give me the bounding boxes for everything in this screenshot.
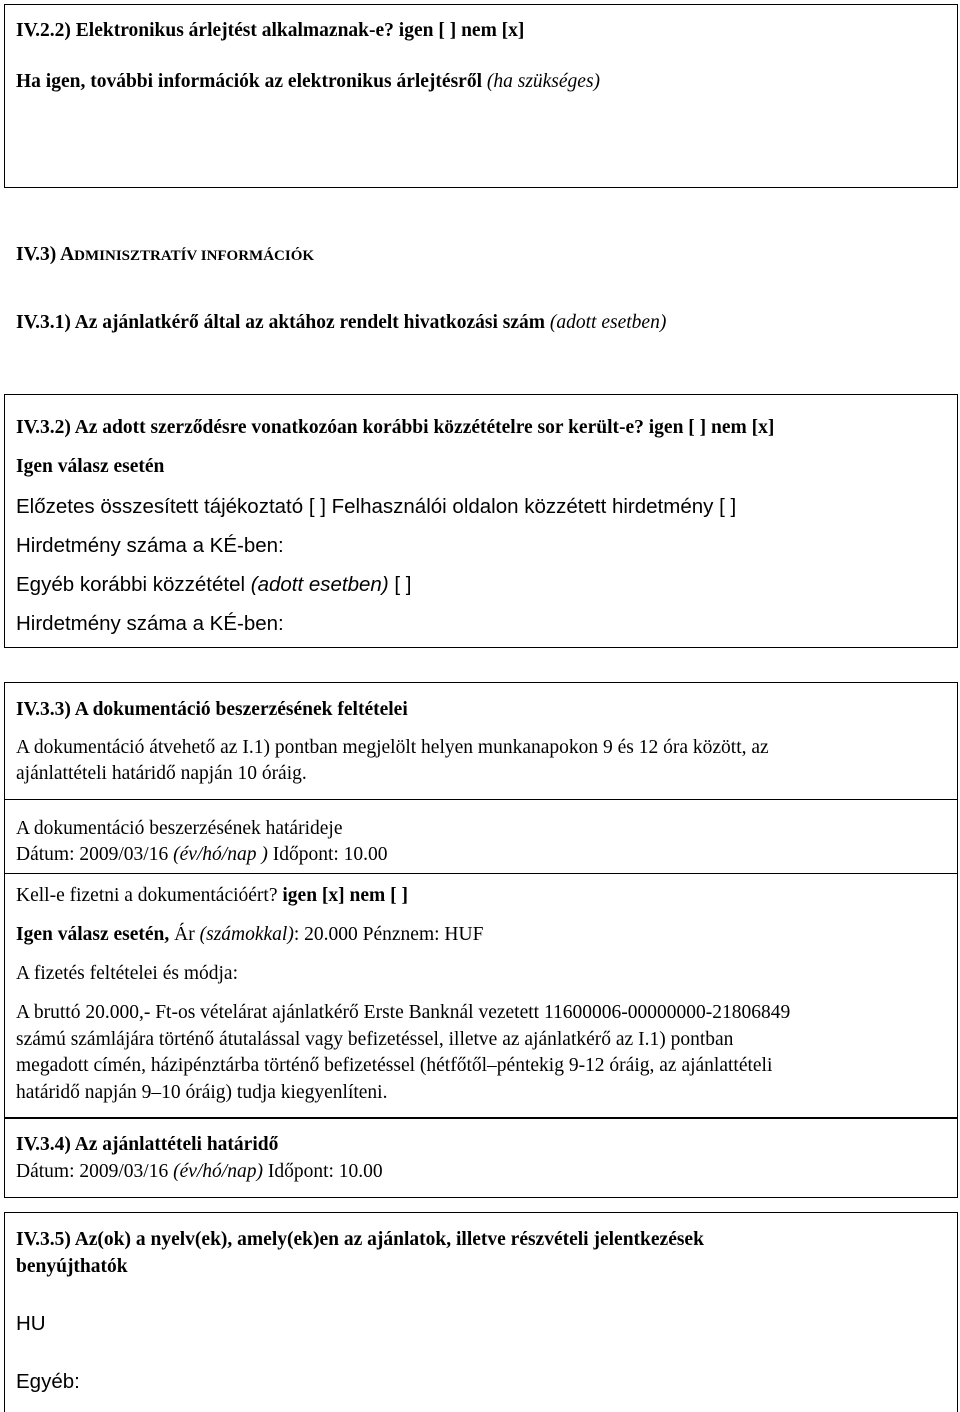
auction-info-bold: Ha igen, további információk az elektronikus árlejtésről	[16, 71, 482, 92]
other-publication-checkbox: [ ]	[388, 573, 412, 596]
tender-deadline-date	[16, 1161, 383, 1183]
documentation-deadline-label: A dokumentáció beszerzésének határideje	[16, 818, 343, 839]
tender-date-italic: (év/hó/nap)	[173, 1161, 263, 1182]
previous-publication-q-bold: IV.3.2) Az adott szerződésre vonatkozóan korábbi közzétételre sor került-e?	[16, 417, 644, 438]
language-value: HU	[16, 1312, 46, 1335]
payment-question	[16, 885, 408, 907]
price-bold: Igen válasz esetén,	[16, 924, 170, 945]
documentation-heading: IV.3.3) A dokumentáció beszerzésének feltételei	[16, 699, 408, 720]
documentation-text-2: ajánlattételi határidő napján 10 óráig.	[16, 763, 307, 784]
payment-terms-3: megadott címén, házipénztárba történő befizetéssel (hétfőtől–péntekig 9-12 óráig, az ajánlattételi	[16, 1055, 773, 1076]
reference-number-italic: (adott esetben)	[545, 312, 667, 333]
section-admin-heading	[16, 244, 314, 267]
previous-publication-question	[16, 417, 774, 439]
yes-answer-label: Igen válasz esetén	[16, 456, 165, 477]
previous-publication-answer: igen [ ] nem [x]	[643, 417, 775, 438]
other-publication-italic: (adott esetben)	[250, 573, 389, 596]
payment-answer: igen [x] nem [ ]	[277, 885, 409, 906]
payment-question-text: Kell-e fizetni a dokumentációért?	[16, 885, 278, 906]
languages-heading-1: IV.3.5) Az(ok) a nyelv(ek), amely(ek)en az ajánlatok, illetve részvételi jelentkezések	[16, 1229, 704, 1250]
payment-terms-1: A bruttó 20.000,- Ft-os vételárat ajánlatkérő Erste Banknál vezetett 11600006-00000000-21806849	[16, 1002, 791, 1023]
question-electronic-auction: IV.2.2) Elektronikus árlejtést alkalmaznak-e? igen [ ] nem [x]	[16, 20, 525, 41]
doc-time: Időpont: 10.00	[267, 844, 388, 865]
auction-info-italic: (ha szükséges)	[481, 71, 601, 92]
price-line	[16, 924, 483, 946]
admin-heading-rest: DMINISZTRATÍV INFORMÁCIÓK	[74, 248, 315, 264]
tender-deadline-heading: IV.3.4) Az ajánlattételi határidő	[16, 1134, 279, 1155]
doc-date-italic: (év/hó/nap )	[173, 844, 268, 865]
price-rest: : 20.000 Pénznem: HUF	[293, 924, 484, 945]
payment-terms-4: határidő napján 9–10 óráig) tudja kiegyenlíteni.	[16, 1082, 388, 1103]
languages-heading-2: benyújthatók	[16, 1256, 128, 1277]
payment-terms-label: A fizetés feltételei és módja:	[16, 963, 238, 984]
tender-time: Időpont: 10.00	[262, 1161, 383, 1182]
notice-number-label-2: Hirdetmény száma a KÉ-ben:	[16, 612, 284, 635]
divider-documentation	[4, 799, 958, 800]
auction-info-label	[16, 71, 600, 93]
tender-date-prefix: Dátum: 2009/03/16	[16, 1161, 174, 1182]
admin-heading-prefix: IV.3) A	[16, 244, 75, 265]
publication-options: Előzetes összesített tájékoztató [ ] Felhasználói oldalon közzétett hirdetmény [ ]	[16, 495, 737, 518]
notice-number-label-1: Hirdetmény száma a KÉ-ben:	[16, 534, 284, 557]
language-other-label: Egyéb:	[16, 1370, 80, 1393]
price-italic: (számokkal)	[199, 924, 294, 945]
reference-number-bold: IV.3.1) Az ajánlatkérő által az aktához rendelt hivatkozási szám	[16, 312, 546, 333]
payment-terms-2: számú számlájára történő átutalással vagy befizetéssel, illetve az ajánlatkérő az I.1) pontban	[16, 1029, 734, 1050]
documentation-deadline-date	[16, 844, 388, 866]
other-publication-prefix: Egyéb korábbi közzététel	[16, 573, 251, 596]
section-tender-deadline	[4, 1118, 958, 1198]
reference-number-label	[16, 312, 666, 334]
doc-date-prefix: Dátum: 2009/03/16	[16, 844, 174, 865]
documentation-text-1: A dokumentáció átvehető az I.1) pontban megjelölt helyen munkanapokon 9 és 12 óra között, az	[16, 737, 769, 758]
divider-payment	[4, 873, 958, 874]
price-label: Ár	[169, 924, 200, 945]
other-publication-label	[16, 574, 411, 596]
